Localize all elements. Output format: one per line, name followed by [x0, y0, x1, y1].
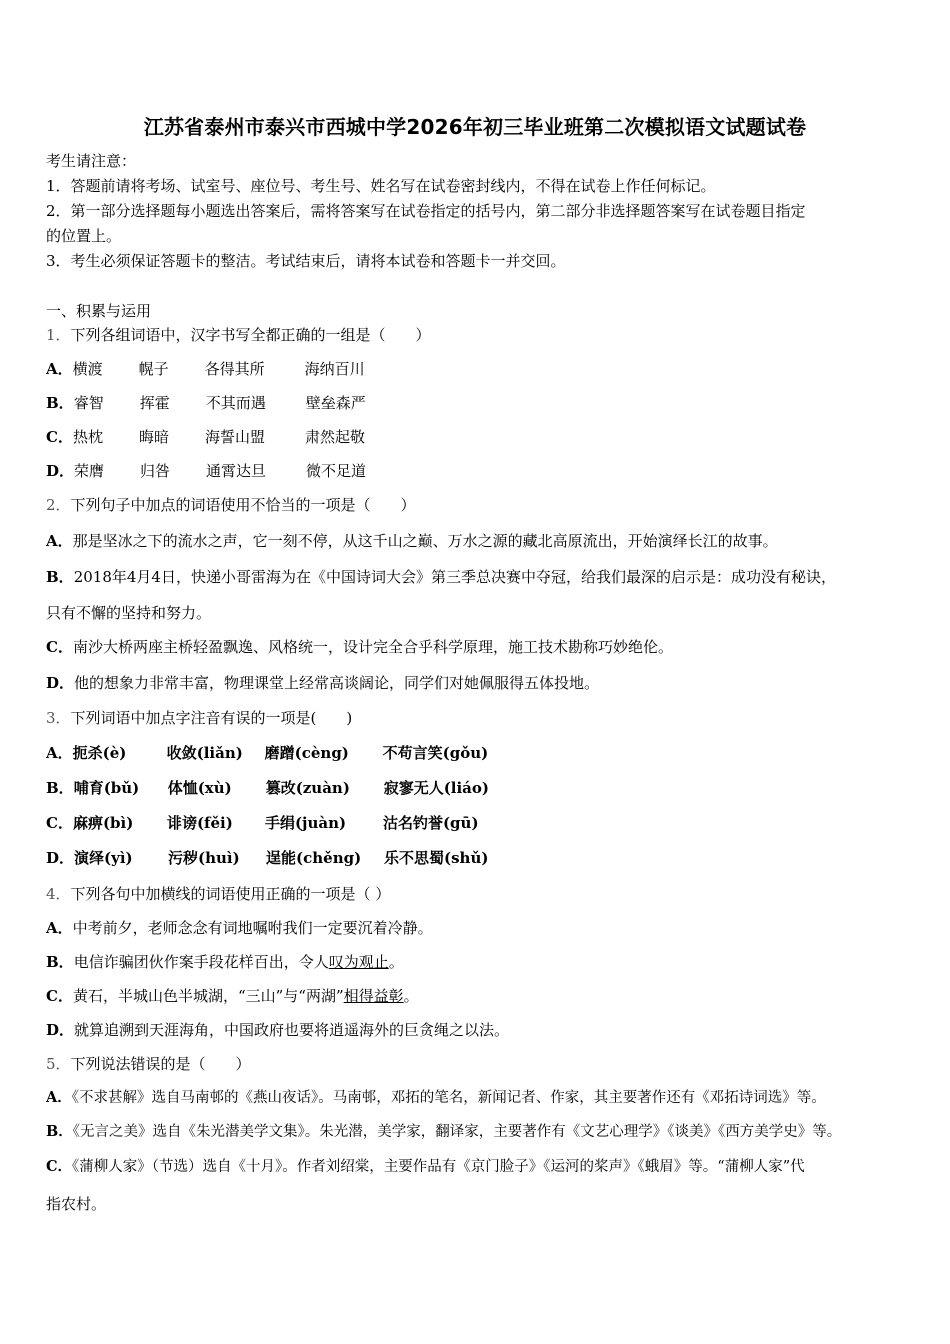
q4-option-d [46, 1019, 509, 1041]
option-text-end: 。 [388, 953, 404, 971]
q2-option-a [46, 530, 778, 552]
option-text: 那是坚冰之下的流水之声，它一刻不停，从这千山之巅、万水之源的藏北高原流出，开始演绎长江的故事。 [72, 532, 778, 550]
q5-option-c-cont: 指农村。 [46, 1195, 107, 1213]
option-label: C． [46, 814, 73, 832]
q2-option-b [46, 566, 836, 588]
option-label: C． [46, 638, 73, 656]
option-word: 诽谤(fěi) [166, 814, 233, 832]
q4-option-b [46, 951, 404, 973]
option-word: 麻痹(bì) [72, 814, 134, 832]
option-word: 各得其所 [204, 360, 265, 378]
option-word: 沽名钓誉(gū) [382, 814, 479, 832]
option-word: 壁垒森严 [305, 394, 366, 412]
option-word: 不其而遇 [205, 394, 266, 412]
option-word: 寂寥无人(liáo) [383, 779, 490, 797]
notice-item: 3．考生必须保证答题卡的整洁。考试结束后，请将本试卷和答题卡一并交回。 [46, 252, 566, 270]
option-text: 黄石，半城山色半城湖，“三山”与“两湖” [72, 987, 344, 1005]
question-5 [46, 1053, 251, 1075]
q1-option-a [46, 358, 365, 380]
option-word: 荣膺 [74, 462, 105, 480]
q4-option-c [46, 985, 419, 1007]
option-word: 海誓山盟 [204, 428, 265, 446]
question-number: 4． [46, 885, 71, 903]
option-label: B． [46, 779, 74, 797]
q3-option-c [46, 812, 479, 834]
option-text: 《蒲柳人家》（节选）选自《十月》。作者刘绍棠，主要作品有《京门脸子》《运河的桨声》《蛾眉》等。“蒲柳人家”代 [72, 1159, 805, 1175]
notice-item: 2．第一部分选择题每小题选出答案后，需将答案写在试卷指定的括号内，第二部分非选择题答案写在试卷题目指定 [46, 202, 806, 220]
option-label: D． [46, 849, 75, 867]
option-word: 挥霍 [139, 394, 170, 412]
option-word: 体恤(xù) [167, 779, 232, 797]
option-word: 海纳百川 [304, 360, 365, 378]
question-number: 2． [46, 496, 71, 514]
option-word: 手绢(juàn) [264, 814, 347, 832]
question-number: 3． [46, 709, 71, 727]
notice-item: 1．答题前请将考场、试室号、座位号、考生号、姓名写在试卷密封线内，不得在试卷上作任何标记。 [46, 177, 716, 195]
q3-option-d [46, 847, 488, 869]
option-word: 睿智 [73, 394, 104, 412]
option-word: 热枕 [72, 428, 103, 446]
question-text: 下列各句中加横线的词语使用正确的一项是（ ） [70, 885, 391, 903]
option-text: 电信诈骗团伙作案手段花样百出，令人 [73, 953, 329, 971]
option-word: 乐不思蜀(shǔ) [384, 849, 489, 867]
page-title: 江苏省泰州市泰兴市西城中学2026年初三毕业班第二次模拟语文试题试卷 [143, 115, 807, 139]
option-text: 2018年4月4日，快递小哥雷海为在《中国诗词大会》第三季总决赛中夺冠，给我们最深的启示是：成功没有秘诀， [73, 568, 836, 586]
q4-option-a [46, 917, 433, 939]
option-text: 《不求甚解》选自马南邨的《燕山夜话》。马南邨，邓拓的笔名，新闻记者、作家，其主要著作还有《邓拓诗词选》等。 [71, 1090, 826, 1106]
notice-item: 的位置上。 [46, 227, 122, 245]
q1-option-c [46, 426, 365, 448]
option-label: D． [46, 462, 75, 480]
option-word: 篡改(zuàn) [265, 779, 350, 797]
option-label: B． [46, 394, 74, 412]
option-word: 污秽(huì) [168, 849, 240, 867]
section-heading: 一、积累与运用 [46, 302, 152, 320]
option-label: C． [46, 987, 73, 1005]
option-word: 微不足道 [306, 462, 367, 480]
question-2 [46, 494, 416, 516]
q1-option-b [46, 392, 366, 414]
option-label: A． [46, 1089, 72, 1106]
option-label: A． [46, 744, 73, 762]
option-label: A． [46, 532, 73, 550]
q2-option-c [46, 636, 673, 658]
option-label: B． [46, 1123, 73, 1140]
option-text: 《无言之美》选自《朱光潜美学文集》。朱光潜，美学家，翻译家，主要著作有《文艺心理学》《谈美》《西方美学史》等。 [72, 1124, 842, 1140]
option-word: 通霄达旦 [206, 462, 267, 480]
question-number: 1． [46, 326, 71, 344]
option-word: 扼杀(è) [72, 744, 127, 762]
question-4 [46, 883, 390, 905]
question-text: 下列词语中加点字注音有误的一项是( ) [70, 709, 353, 727]
option-word: 幌子 [138, 360, 169, 378]
q3-option-b [46, 777, 489, 799]
option-word: 演绎(yì) [74, 849, 133, 867]
option-text: 就算追溯到天涯海角，中国政府也要将逍遥海外的巨贪绳之以法。 [74, 1021, 510, 1039]
question-number: 5． [46, 1055, 71, 1073]
q2-option-d [46, 672, 599, 694]
option-label: C． [46, 428, 73, 446]
option-word: 归咎 [140, 462, 171, 480]
q5-option-a [46, 1087, 826, 1109]
question-3 [46, 707, 352, 729]
q3-option-a [46, 742, 488, 764]
option-label: C． [46, 1158, 73, 1175]
underlined-phrase: 叹为观止 [328, 953, 389, 971]
q1-option-d [46, 460, 366, 482]
q2-option-b-cont: 只有不懈的坚持和努力。 [46, 604, 212, 622]
option-text-end: 。 [403, 987, 419, 1005]
question-text: 下列句子中加点的词语使用不恰当的一项是（ ） [70, 496, 416, 514]
underlined-phrase: 相得益彰 [343, 987, 404, 1005]
option-label: B． [46, 953, 74, 971]
option-label: D． [46, 674, 75, 692]
question-1 [46, 324, 431, 346]
option-word: 肃然起敬 [304, 428, 365, 446]
option-label: D． [46, 1021, 75, 1039]
option-label: B． [46, 568, 74, 586]
option-word: 磨蹭(cèng) [264, 744, 349, 762]
option-text: 中考前夕，老师念念有词地嘱咐我们一定要沉着冷静。 [72, 919, 433, 937]
option-word: 晦暗 [138, 428, 169, 446]
question-text: 下列说法错误的是（ ） [70, 1055, 251, 1073]
notice-heading: 考生请注意： [46, 152, 137, 170]
option-word: 逞能(chěng) [266, 849, 362, 867]
option-word: 收敛(liǎn) [166, 744, 243, 762]
q5-option-b [46, 1121, 841, 1143]
q5-option-c [46, 1156, 805, 1178]
question-text: 下列各组词语中，汉字书写全都正确的一组是（ ） [70, 326, 431, 344]
option-text: 他的想象力非常丰富，物理课堂上经常高谈阔论，同学们对她佩服得五体投地。 [74, 674, 600, 692]
option-word: 横渡 [72, 360, 103, 378]
option-text: 南沙大桥两座主桥轻盈飘逸、风格统一，设计完全合乎科学原理，施工技术勘称巧妙绝伦。 [72, 638, 673, 656]
option-word: 哺育(bǔ) [73, 779, 140, 797]
option-word: 不苟言笑(gǒu) [382, 744, 489, 762]
option-label: A． [46, 919, 73, 937]
option-label: A． [46, 360, 73, 378]
